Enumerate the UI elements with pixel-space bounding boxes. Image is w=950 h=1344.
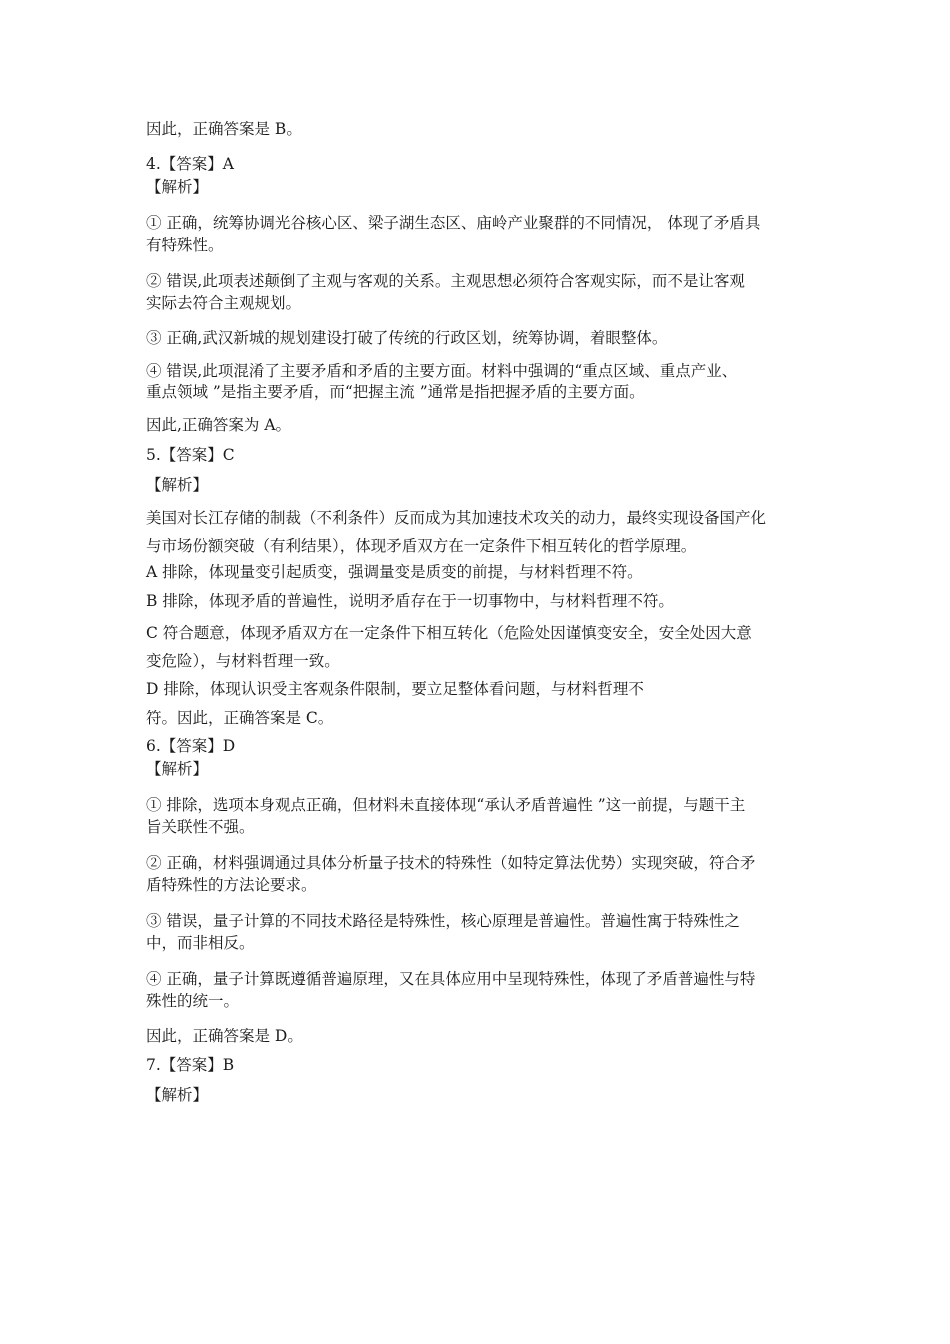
text-line: ③ 正确,武汉新城的规划建设打破了传统的行政区划，统筹协调，着眼整体。 — [146, 329, 668, 347]
text-line: 殊性的统一。 — [146, 992, 240, 1010]
text-line: D 排除，体现认识受主客观条件限制，要立足整体看问题，与材料哲理不 — [146, 680, 644, 698]
answer-heading: 4.【答案】A — [146, 155, 234, 173]
text-line: ② 正确，材料强调通过具体分析量子技术的特殊性（如特定算法优势）实现突破，符合矛 — [146, 854, 756, 872]
answer-heading: 5.【答案】C — [146, 446, 235, 464]
text-line: 变危险），与材料哲理一致。 — [146, 652, 340, 670]
text-line: ④ 错误,此项混淆了主要矛盾和矛盾的主要方面。材料中强调的“重点区域、重点产业、 — [146, 362, 738, 380]
text-line: ④ 正确，量子计算既遵循普遍原理，又在具体应用中呈现特殊性，体现了矛盾普遍性与特 — [146, 970, 756, 988]
answer-heading: 7.【答案】B — [146, 1056, 235, 1074]
analysis-heading: 【解析】 — [146, 760, 209, 778]
text-line: C 符合题意，体现矛盾双方在一定条件下相互转化（危险处因谨慎变安全，安全处因大意 — [146, 624, 752, 642]
answer-heading: 6.【答案】D — [146, 737, 236, 755]
text-line: 重点领域 ”是指主要矛盾，而“把握主流 ”通常是指把握矛盾的主要方面。 — [146, 383, 645, 401]
text-line: ② 错误,此项表述颠倒了主观与客观的关系。主观思想必须符合客观实际，而不是让客观 — [146, 272, 745, 290]
text-line: 实际去符合主观规划。 — [146, 294, 302, 312]
text-line: B 排除，体现矛盾的普遍性，说明矛盾存在于一切事物中，与材料哲理不符。 — [146, 592, 674, 610]
text-line: 因此,正确答案为 A。 — [146, 416, 292, 434]
analysis-heading: 【解析】 — [146, 178, 209, 196]
analysis-heading: 【解析】 — [146, 1086, 209, 1104]
text-line: A 排除，体现量变引起质变，强调量变是质变的前提，与材料哲理不符。 — [146, 563, 643, 581]
text-line: ① 排除，选项本身观点正确，但材料未直接体现“承认矛盾普遍性 ”这一前提，与题干主 — [146, 796, 746, 814]
text-line: 因此，正确答案是 B。 — [146, 120, 302, 138]
text-line: 美国对长江存储的制裁（不利条件）反而成为其加速技术攻关的动力，最终实现设备国产化 — [146, 509, 767, 527]
text-line: 与市场份额突破（有利结果），体现矛盾双方在一定条件下相互转化的哲学原理。 — [146, 537, 697, 555]
text-line: 有特殊性。 — [146, 236, 224, 254]
analysis-heading: 【解析】 — [146, 476, 209, 494]
text-line: 盾特殊性的方法论要求。 — [146, 876, 317, 894]
text-line: 因此，正确答案是 D。 — [146, 1027, 303, 1045]
text-line: 旨关联性不强。 — [146, 818, 255, 836]
text-line: ③ 错误，量子计算的不同技术路径是特殊性，核心原理是普遍性。普遍性寓于特殊性之 — [146, 912, 740, 930]
text-line: 符。因此，正确答案是 C。 — [146, 709, 334, 727]
text-line: 中，而非相反。 — [146, 934, 255, 952]
text-line: ① 正确，统筹协调光谷核心区、梁子湖生态区、庙岭产业聚群的不同情况， 体现了矛盾具 — [146, 214, 761, 232]
